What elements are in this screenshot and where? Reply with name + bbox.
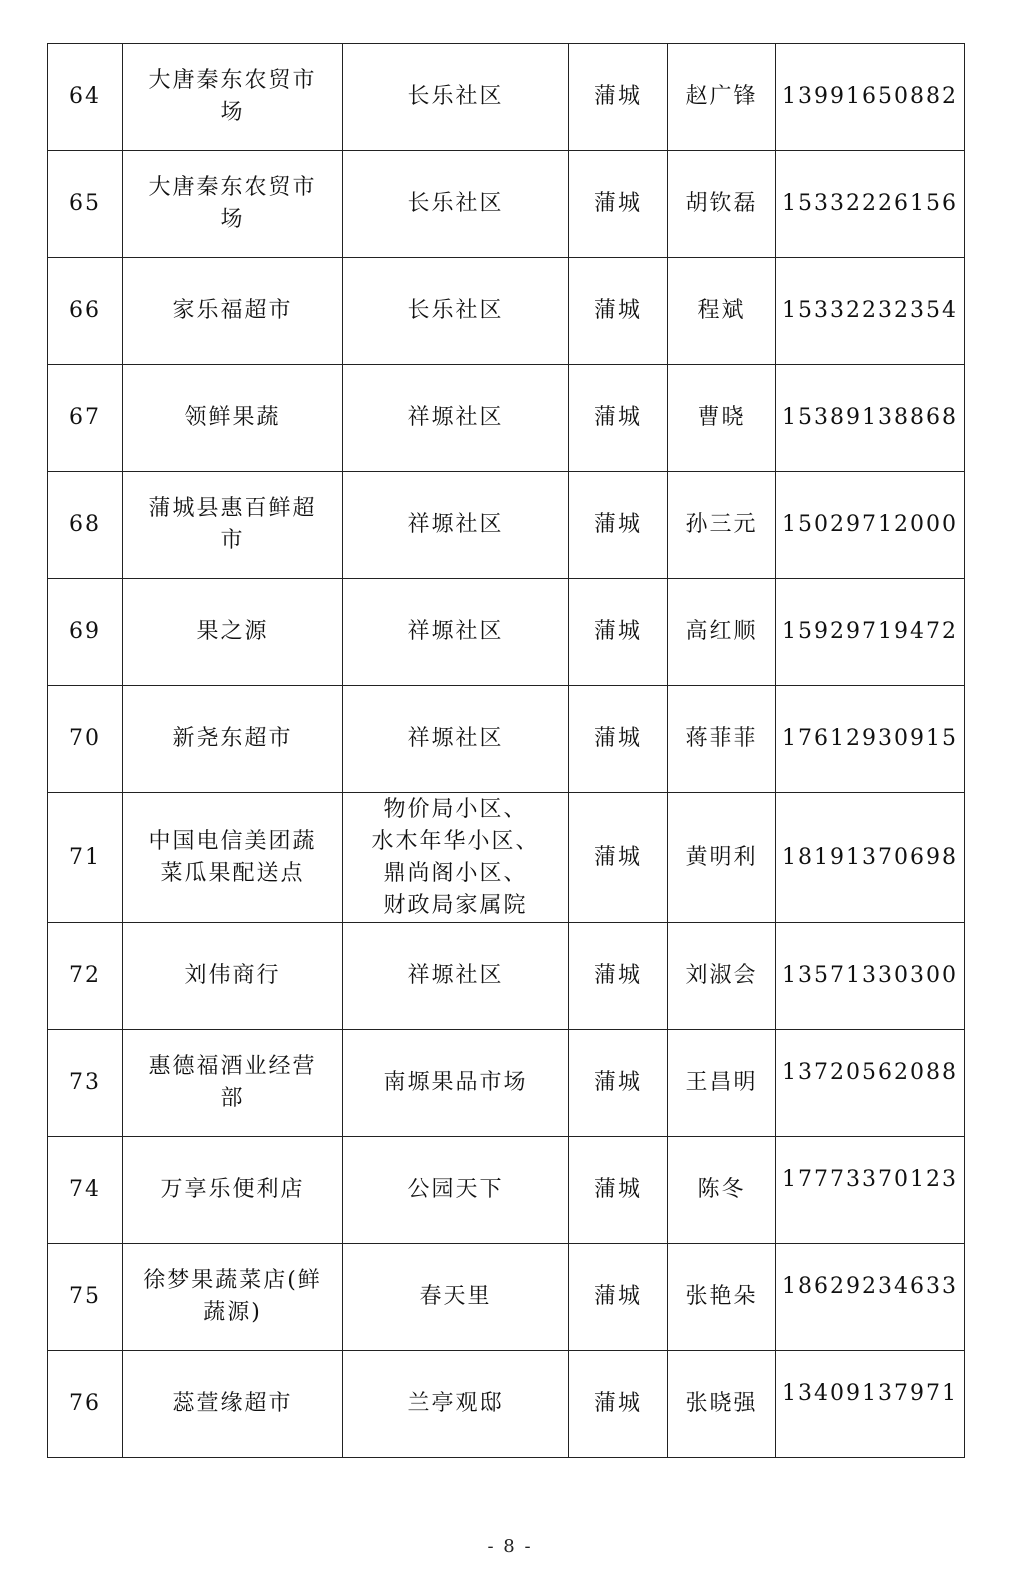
store-name: 大唐秦东农贸市场 — [148, 175, 317, 232]
table-row — [48, 686, 965, 793]
service-area-cell — [343, 923, 569, 1030]
county: 蒲城 — [569, 365, 668, 472]
county: 蒲城 — [569, 1244, 668, 1351]
store-name-cell — [123, 579, 343, 686]
service-area-cell — [343, 579, 569, 686]
table-row — [48, 258, 965, 365]
row-number: 65 — [48, 151, 123, 258]
phone-number-cell — [776, 472, 965, 579]
table-row — [48, 1137, 965, 1244]
store-name: 领鲜果蔬 — [184, 405, 281, 430]
store-contact-table — [47, 43, 965, 1458]
service-area-cell — [343, 151, 569, 258]
phone-number-cell — [776, 793, 965, 923]
service-area: 兰亭观邸 — [407, 1391, 504, 1416]
store-name-cell — [123, 1137, 343, 1244]
service-area: 长乐社区 — [407, 84, 504, 109]
table-row — [48, 1351, 965, 1458]
phone-number-cell — [776, 1137, 965, 1244]
store-name: 刘伟商行 — [184, 963, 281, 988]
contact-person: 王昌明 — [668, 1030, 776, 1137]
contact-person: 孙三元 — [668, 472, 776, 579]
phone-number-cell — [776, 579, 965, 686]
row-number: 73 — [48, 1030, 123, 1137]
table-row — [48, 44, 965, 151]
contact-person: 曹晓 — [668, 365, 776, 472]
store-name: 大唐秦东农贸市场 — [148, 68, 317, 125]
phone-number-cell — [776, 1351, 965, 1458]
contact-person: 陈冬 — [668, 1137, 776, 1244]
table-row — [48, 1030, 965, 1137]
contact-person: 胡钦磊 — [668, 151, 776, 258]
phone-number-cell — [776, 365, 965, 472]
store-name-cell — [123, 793, 343, 923]
row-number: 75 — [48, 1244, 123, 1351]
phone-number: 17773370123 — [782, 1167, 958, 1192]
service-area-cell — [343, 1030, 569, 1137]
row-number: 76 — [48, 1351, 123, 1458]
phone-number: 17612930915 — [782, 726, 958, 751]
contact-person: 黄明利 — [668, 793, 776, 923]
service-area: 长乐社区 — [407, 298, 504, 323]
store-name: 蕊萱缘超市 — [172, 1391, 293, 1416]
store-name-cell — [123, 258, 343, 365]
contact-person: 程斌 — [668, 258, 776, 365]
store-name-cell — [123, 44, 343, 151]
phone-number-cell — [776, 258, 965, 365]
table-row — [48, 923, 965, 1030]
table-row — [48, 1244, 965, 1351]
phone-number-cell — [776, 1030, 965, 1137]
service-area: 春天里 — [419, 1284, 492, 1309]
page-number: - 8 - — [487, 1536, 533, 1557]
service-area-cell — [343, 686, 569, 793]
phone-number: 18191370698 — [782, 844, 958, 870]
row-number: 68 — [48, 472, 123, 579]
table-row — [48, 151, 965, 258]
service-area-cell — [343, 472, 569, 579]
phone-number: 15332232354 — [782, 298, 958, 323]
phone-number: 15029712000 — [782, 512, 958, 537]
contact-person: 张艳朵 — [668, 1244, 776, 1351]
row-number: 71 — [48, 793, 123, 923]
service-area: 祥塬社区 — [407, 963, 504, 988]
phone-number: 15929719472 — [782, 619, 958, 644]
row-number: 69 — [48, 579, 123, 686]
row-number: 64 — [48, 44, 123, 151]
service-area-cell — [343, 1244, 569, 1351]
county: 蒲城 — [569, 923, 668, 1030]
service-area: 公园天下 — [407, 1177, 504, 1202]
county: 蒲城 — [569, 1030, 668, 1137]
store-name-cell — [123, 923, 343, 1030]
service-area-cell — [343, 1137, 569, 1244]
store-name: 中国电信美团蔬菜瓜果配送点 — [148, 828, 317, 886]
contact-person: 蒋菲菲 — [668, 686, 776, 793]
service-area-cell — [343, 44, 569, 151]
county: 蒲城 — [569, 258, 668, 365]
table-row — [48, 579, 965, 686]
phone-number: 13720562088 — [782, 1060, 958, 1085]
store-name-cell — [123, 151, 343, 258]
contact-person: 赵广锋 — [668, 44, 776, 151]
service-area: 鼎尚阁小区、 — [383, 860, 528, 886]
store-name-cell — [123, 472, 343, 579]
service-area: 祥塬社区 — [407, 405, 504, 430]
county: 蒲城 — [569, 686, 668, 793]
store-name-cell — [123, 1030, 343, 1137]
phone-number-cell — [776, 686, 965, 793]
store-name-cell — [123, 1244, 343, 1351]
store-name-cell — [123, 365, 343, 472]
service-area: 祥塬社区 — [407, 726, 504, 751]
phone-number: 13571330300 — [782, 963, 958, 988]
store-name: 蒲城县惠百鲜超市 — [148, 496, 317, 553]
table-row — [48, 793, 965, 923]
county: 蒲城 — [569, 793, 668, 923]
store-name: 果之源 — [196, 619, 269, 644]
store-name: 新尧东超市 — [172, 726, 293, 751]
contact-person: 张晓强 — [668, 1351, 776, 1458]
service-area: 祥塬社区 — [407, 512, 504, 537]
service-area: 物价局小区、 — [383, 796, 528, 822]
phone-number: 13991650882 — [782, 84, 958, 109]
row-number: 70 — [48, 686, 123, 793]
county: 蒲城 — [569, 472, 668, 579]
service-area-cell — [343, 365, 569, 472]
row-number: 66 — [48, 258, 123, 365]
table-body — [48, 44, 965, 1458]
service-area-cell — [343, 258, 569, 365]
county: 蒲城 — [569, 44, 668, 151]
phone-number: 15389138868 — [782, 405, 958, 430]
county: 蒲城 — [569, 1351, 668, 1458]
phone-number-cell — [776, 151, 965, 258]
store-name: 万享乐便利店 — [160, 1177, 305, 1202]
phone-number: 15332226156 — [782, 191, 958, 216]
contact-person: 高红顺 — [668, 579, 776, 686]
row-number: 74 — [48, 1137, 123, 1244]
phone-number: 18629234633 — [782, 1274, 958, 1299]
row-number: 67 — [48, 365, 123, 472]
service-area: 长乐社区 — [407, 191, 504, 216]
store-name: 惠德福酒业经营部 — [148, 1054, 317, 1111]
phone-number-cell — [776, 44, 965, 151]
table-row — [48, 365, 965, 472]
table-row — [48, 472, 965, 579]
service-area: 祥塬社区 — [407, 619, 504, 644]
phone-number-cell — [776, 923, 965, 1030]
phone-number: 13409137971 — [782, 1381, 958, 1406]
service-area-cell — [343, 1351, 569, 1458]
store-name: 徐梦果蔬菜店(鲜蔬源) — [143, 1268, 322, 1325]
service-area: 南塬果品市场 — [383, 1070, 528, 1095]
county: 蒲城 — [569, 1137, 668, 1244]
phone-number-cell — [776, 1244, 965, 1351]
contact-person: 刘淑会 — [668, 923, 776, 1030]
store-name-cell — [123, 686, 343, 793]
service-area-cell — [343, 793, 569, 923]
row-number: 72 — [48, 923, 123, 1030]
county: 蒲城 — [569, 579, 668, 686]
service-area: 水木年华小区、 — [371, 828, 540, 854]
service-area: 财政局家属院 — [383, 892, 528, 918]
store-name-cell — [123, 1351, 343, 1458]
store-name: 家乐福超市 — [172, 298, 293, 323]
county: 蒲城 — [569, 151, 668, 258]
